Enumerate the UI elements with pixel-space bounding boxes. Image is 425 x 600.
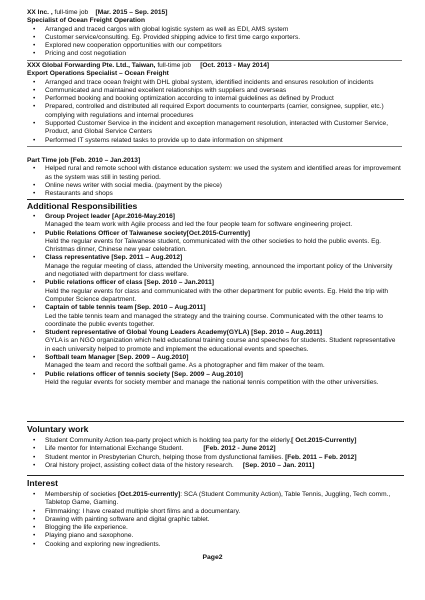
- list-item: [27, 354, 402, 371]
- job-entry: [27, 157, 402, 198]
- list-item: [27, 279, 402, 304]
- responsibility-desc: Held the regular events for class and communicated with the other department for public events. Eg. Held the trip with Computer Science department.: [45, 287, 389, 303]
- responsibility-desc: Managed the team work with Agile process and led the four people team for software engineering project.: [45, 221, 353, 229]
- job-entry: [27, 62, 402, 147]
- section-divider: [27, 475, 404, 476]
- voluntary-text: Student mentor in Presbyterian Church, helping those from dysfunctional families.: [45, 453, 284, 461]
- job-bullets: [27, 79, 402, 145]
- section-title-interest: Interest: [27, 478, 59, 488]
- voluntary-date: [Feb. 2011 – Feb. 2012]: [285, 453, 357, 461]
- job-bullets: [27, 26, 402, 59]
- voluntary-date: [Sep. 2010 – Jan. 2011]: [242, 461, 315, 469]
- job-company: Part Time job: [27, 157, 69, 164]
- list-item: • Supported Customer Service in the incident and exception management resolution, interacted with Customer Service, Product, and Global Service Centers: [27, 120, 402, 137]
- voluntary-text: Student Community Action tea-party project which is holding tea party for the elderly.: [45, 437, 292, 444]
- section-divider: [27, 199, 404, 200]
- responsibility-title: Softball team Manager [Sep. 2009 – Aug.2010]: [45, 354, 189, 362]
- interest-rest: : SCA (Student Community Action), Table Tennis, Juggling, Tech comm., Tabletop Game, Gaming.: [45, 491, 391, 507]
- divider: [27, 146, 402, 147]
- list-item: [27, 371, 402, 388]
- section-title-voluntary: Voluntary work: [27, 424, 89, 434]
- responsibility-desc: Held the regular events for society member and manage the national tennis competition with the other universities.: [45, 378, 379, 386]
- list-item: • Restaurants and shops: [27, 190, 402, 198]
- job-type: full-time job: [157, 62, 192, 69]
- interest-prefix: Membership of societies: [45, 491, 118, 498]
- divider: [27, 60, 402, 61]
- list-item: • Prepared, controlled and distributed all required Export documents to counterparts (carrier, consignee, supplier, etc.) complying with regulations and internal procedures: [27, 103, 402, 120]
- voluntary-text: Life mentor for International Exchange Student.: [45, 445, 184, 453]
- list-item: [27, 437, 402, 445]
- voluntary-list: [27, 437, 402, 470]
- list-item: • Performed IT systems related tasks to provide up to date information on shipment: [27, 137, 402, 145]
- job-dates: [Mar. 2015 – Sep. 2015]: [95, 9, 168, 16]
- list-item: [27, 445, 402, 453]
- responsibility-desc: Managed the team and record the softball game. As a photographer and film maker of the team.: [45, 362, 325, 370]
- job-company: XX Inc. ,: [27, 9, 53, 16]
- job-role: Export Operations Specialist – Ocean Freight: [27, 70, 169, 78]
- list-item: • Blogging the life experience.: [27, 524, 402, 532]
- responsibility-desc: GYLA is an NGO organization which held educational training course and speeches for students. Student representative in each university helped to promote and implement the educational events and speeches.: [45, 337, 396, 353]
- list-item: [27, 454, 402, 462]
- responsibility-title: Public relations officer of class [Sep. 2010 – Jan.2011]: [45, 279, 214, 287]
- job-header: [27, 9, 402, 17]
- voluntary-text: Oral history project, assisting collect data of the history research.: [45, 461, 234, 469]
- list-item: • Communicated and maintained excellent relationships with suppliers and overseas: [27, 87, 402, 95]
- job-role: Specialist of Ocean Freight Operation: [27, 17, 145, 25]
- responsibility-title: Student representative of Global Young Leaders Academy(GYLA) [Sep. 2010 – Aug.2011]: [45, 329, 323, 337]
- responsibility-title: Class representative [Sep. 2011 – Aug.2012]: [45, 254, 183, 262]
- list-item: • Online news writer with social media. (payment by the piece): [27, 182, 402, 190]
- list-item: • Customer service/consulting. Eg. Provided shipping advice to first time cargo exporters.: [27, 34, 402, 42]
- job-dates: [Feb. 2010 – Jan.2013]: [70, 157, 141, 164]
- list-item: • Arranged and traced cargos with global logistic system as well as EDI, AMS system: [27, 26, 402, 34]
- list-item: [27, 491, 402, 508]
- job-header: [27, 157, 402, 165]
- list-item: • Playing piano and saxophone.: [27, 532, 402, 540]
- responsibility-title: Public relations officer of tennis society [Sep. 2009 – Aug.2010]: [45, 370, 243, 378]
- job-entry: [27, 9, 402, 61]
- responsibility-title: Captain of table tennis team [Sep. 2010 – Aug.2011]: [45, 304, 206, 312]
- list-item: [27, 213, 402, 230]
- list-item: • Arranged and trace ocean freight with DHL global system, identified incidents and ensures resolution of incidents: [27, 79, 402, 87]
- list-item: • Helped rural and remote school with distance education system: we used the system and identified areas for improvement as the system was still in testing period.: [27, 165, 402, 182]
- voluntary-date: [ Oct.2015-Currently]: [291, 437, 357, 444]
- list-item: • Filmmaking: I have created multiple short films and a documentary.: [27, 508, 402, 516]
- section-title-additional: Additional Responsibilities: [27, 201, 138, 211]
- responsibility-desc: Held the regular events for Taiwanese student, communicated with the other societies to hold the public events. Eg. Christmas dinner, Chinese new year celebration.: [45, 237, 381, 254]
- job-company: XXX Global Forwarding Pte. Ltd., Taiwan,: [27, 62, 156, 69]
- responsibilities-list: [27, 213, 402, 387]
- list-item: • Pricing and cost negotiation: [27, 50, 402, 58]
- list-item: [27, 304, 402, 329]
- responsibility-desc: Led the table tennis team and managed the strategy and the training course. Communicated with the other teams to coordinate the public events together.: [45, 312, 383, 328]
- responsibility-desc: Manage the regular meeting of class, attended the University meeting, announced the important policy of the University and negotiated with department for class welfare.: [45, 262, 393, 279]
- job-dates: [Oct. 2013 - May 2014]: [200, 62, 270, 69]
- list-item: • Performed booking and booking optimization according to internal guidelines as defined by Product: [27, 95, 402, 103]
- section-divider: [27, 421, 404, 422]
- job-header: [27, 62, 402, 70]
- voluntary-date: [Feb. 2012 - June 2012]: [203, 445, 276, 453]
- responsibility-title: Public Relations Officer of Taiwanese society[Oct.2015-Currently]: [45, 229, 251, 237]
- responsibility-title: Group Project leader [Apr.2016-May.2016]: [45, 213, 175, 220]
- list-item: [27, 462, 402, 470]
- list-item: • Explored new cooperation opportunities with our competitors: [27, 42, 402, 50]
- page-number: Page2: [202, 554, 223, 561]
- job-type: full-time job: [54, 9, 89, 16]
- list-item: • Cooking and exploring new ingredients.: [27, 541, 402, 549]
- list-item: • Drawing with painting software and digital graphic tablet.: [27, 516, 402, 524]
- list-item: [27, 254, 402, 279]
- interest-date: [Oct.2015-currently]: [117, 491, 181, 498]
- list-item: [27, 329, 402, 354]
- list-item: [27, 230, 402, 255]
- interest-list: [27, 491, 402, 549]
- job-bullets: [27, 165, 402, 198]
